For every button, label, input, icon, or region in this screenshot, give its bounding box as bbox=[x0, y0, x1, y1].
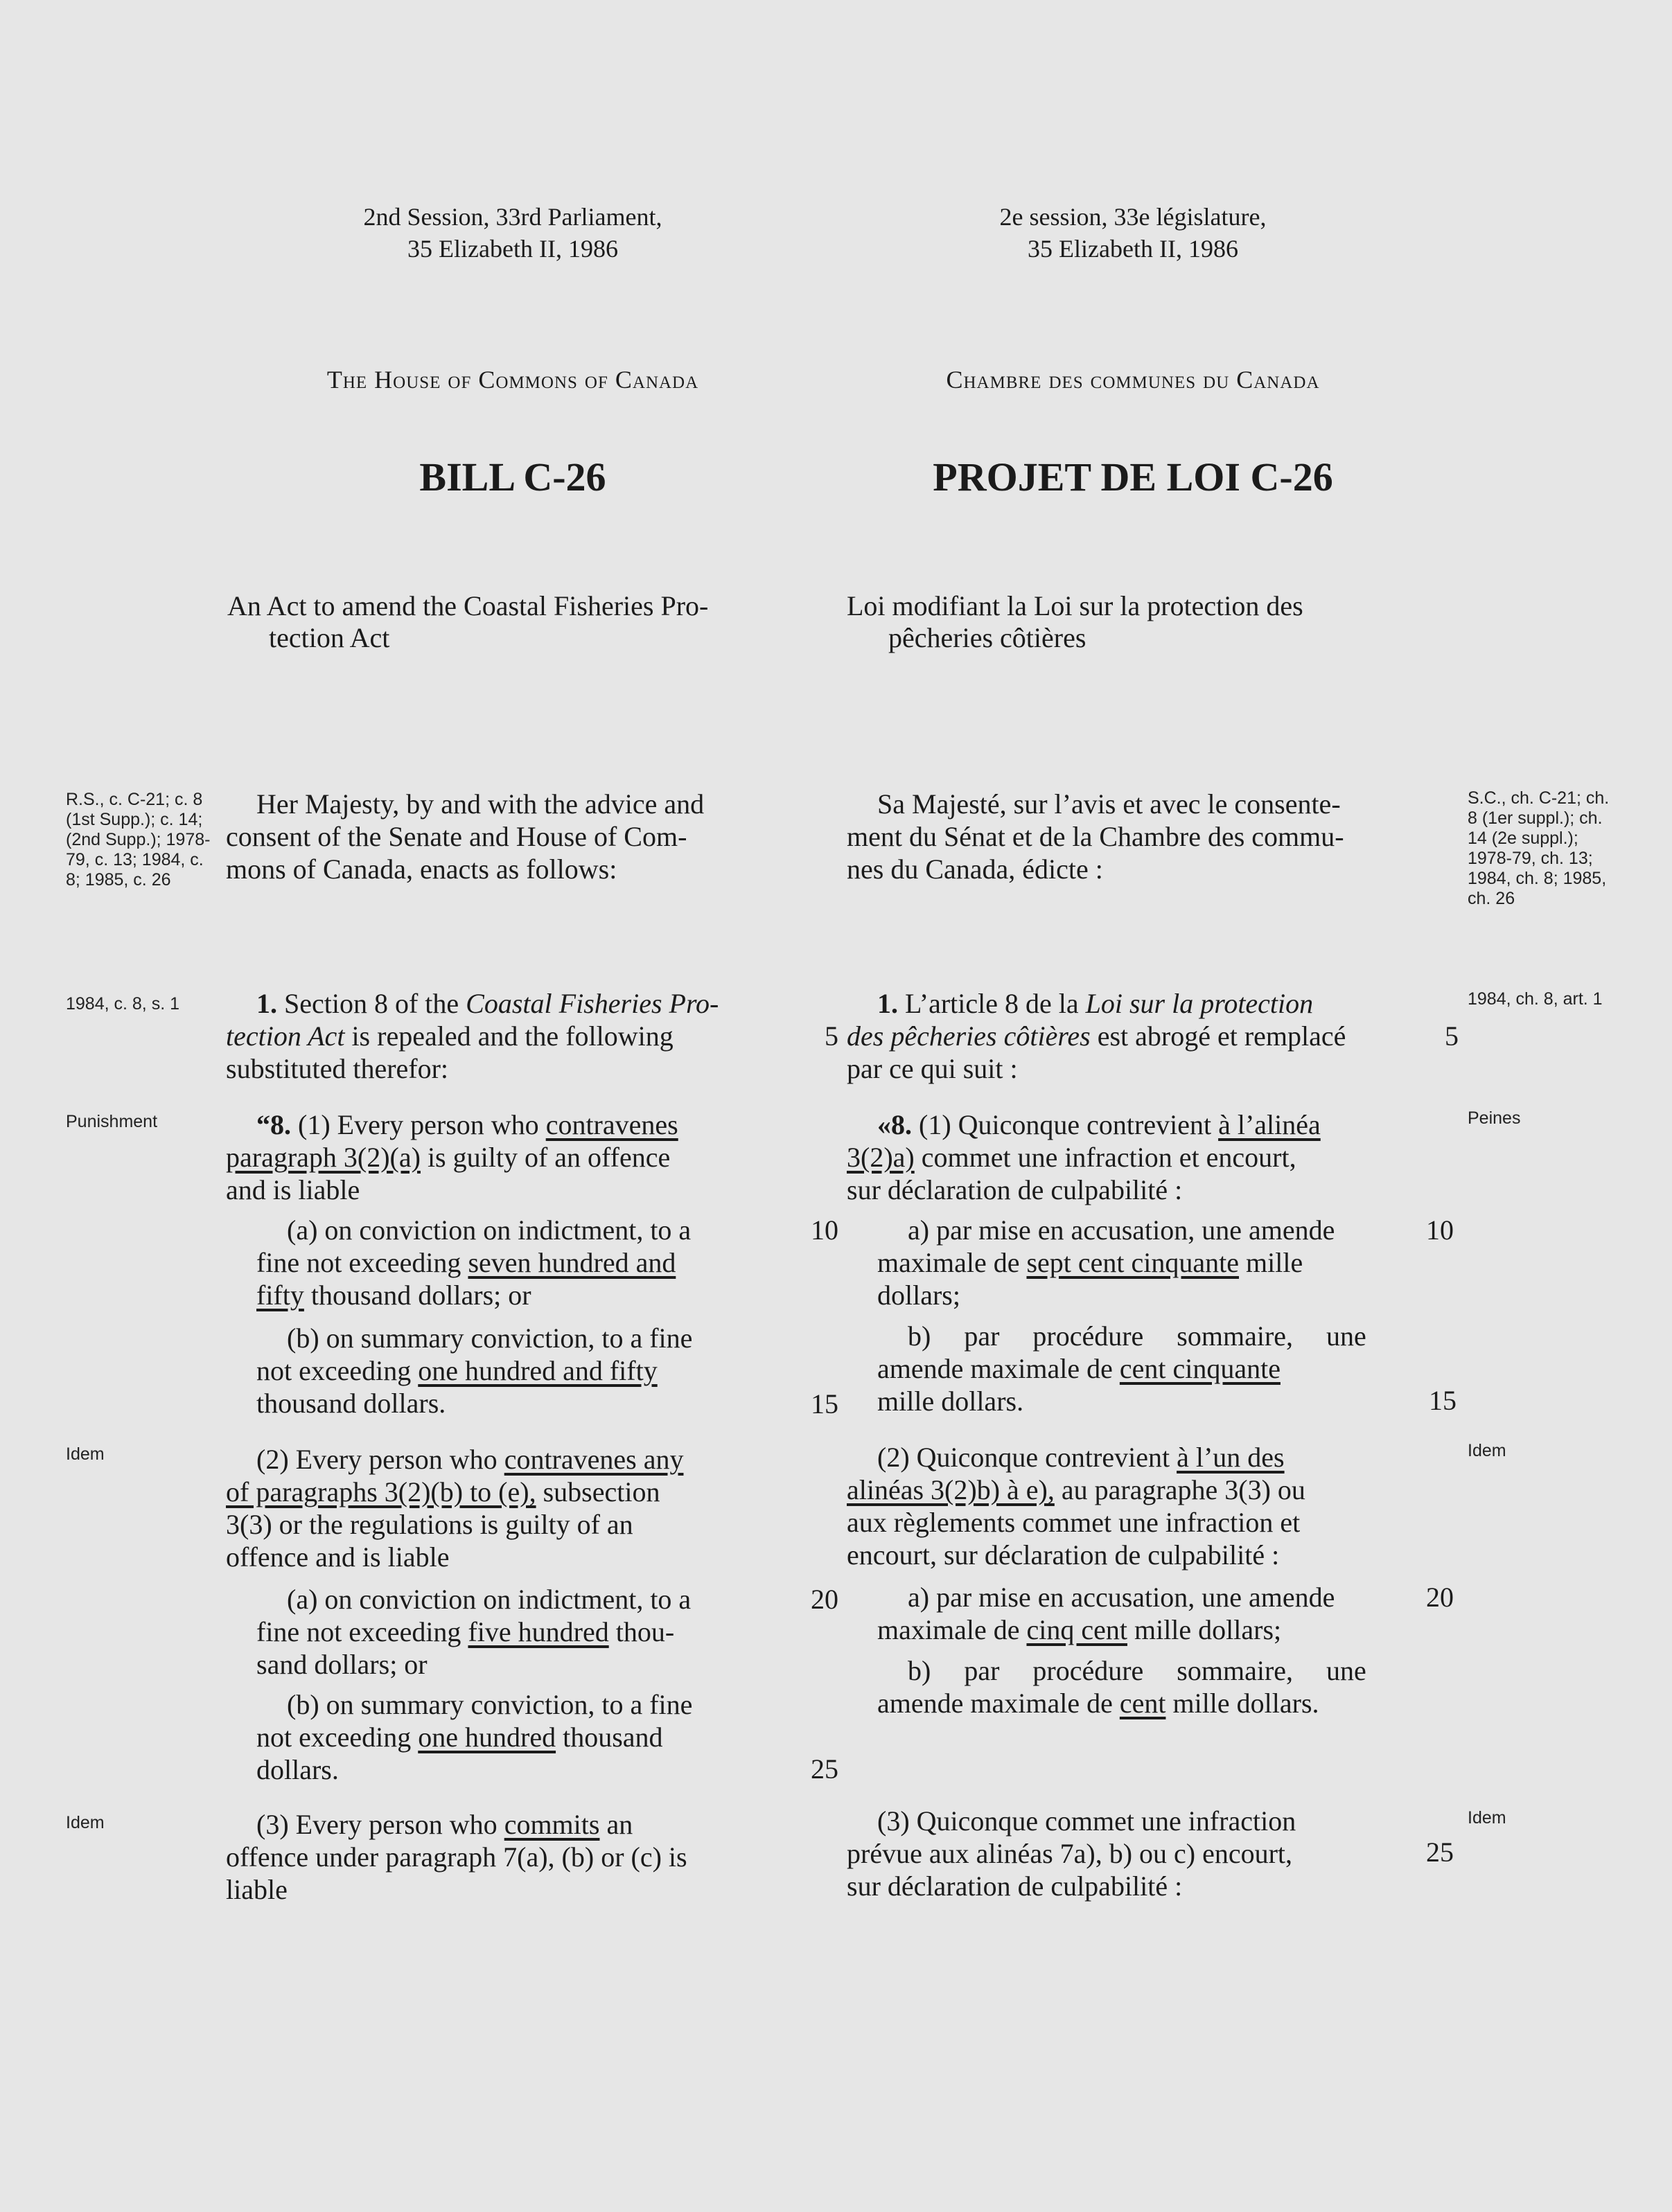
fr-b1-line1: b) par procédure sommaire, une bbox=[908, 1320, 1366, 1352]
en-b1-line3: thousand dollars. bbox=[256, 1388, 446, 1419]
left-note-s1: 1984, c. 8, s. 1 bbox=[66, 994, 179, 1014]
fr-a1-line2b: mille bbox=[1239, 1247, 1303, 1278]
en-s8-1-underline-2: paragraph 3(2)(a) bbox=[226, 1142, 421, 1173]
en-session-header bbox=[305, 201, 721, 265]
fr-session-header bbox=[925, 201, 1341, 265]
fr-house-name: Chambre des communes du Canada bbox=[946, 366, 1320, 393]
fr-s8-2-underline-1: à l’un des bbox=[1177, 1442, 1285, 1473]
fr-s8-open: «8. bbox=[877, 1109, 912, 1140]
fr-b2-line2-underline: cent bbox=[1119, 1688, 1166, 1719]
en-a1-line3b: thousand dollars; or bbox=[303, 1280, 531, 1311]
en-s8-3-d: liable bbox=[226, 1874, 288, 1905]
fr-s8-2-a: (2) Quiconque contrevient bbox=[877, 1442, 1177, 1473]
fr-enacting-clause bbox=[847, 788, 1422, 885]
en-house-name: The House of Commons of Canada bbox=[326, 366, 699, 393]
en-a2-line2b: thou- bbox=[608, 1616, 675, 1647]
fr-s1-number: 1. bbox=[877, 988, 898, 1019]
left-note-idem-1: Idem bbox=[66, 1444, 105, 1464]
line-number-25-en: 25 bbox=[811, 1753, 838, 1785]
en-s8-3-underline: commits bbox=[504, 1809, 600, 1840]
line-number-5-en: 5 bbox=[825, 1020, 838, 1052]
fr-s8-2-d: encourt, sur déclaration de culpabilité : bbox=[847, 1539, 1280, 1570]
fr-s8-1-underline-2: 3(2)a) bbox=[847, 1142, 915, 1173]
en-subsection-8-1 bbox=[226, 1108, 804, 1206]
fr-s8-2-c: aux règlements commet une infraction et bbox=[847, 1507, 1301, 1538]
en-s1-number: 1. bbox=[256, 988, 277, 1019]
fr-para-2b bbox=[877, 1654, 1422, 1719]
fr-enacting-line3: nes du Canada, édicte : bbox=[847, 853, 1103, 885]
en-a2-line2a: fine not exceeding bbox=[256, 1616, 468, 1647]
fr-enacting-line2: ment du Sénat et de la Chambre des commu- bbox=[847, 821, 1344, 852]
fr-s8-1-c: sur déclaration de culpabilité : bbox=[847, 1174, 1183, 1205]
line-number-10-fr: 10 bbox=[1426, 1214, 1454, 1246]
fr-b1-line2-underline: cent cinquante bbox=[1119, 1353, 1281, 1384]
fr-enacting-line1: Sa Majesté, sur l’avis et avec le consente- bbox=[877, 788, 1341, 820]
fr-a1-line2a: maximale de bbox=[877, 1247, 1027, 1278]
fr-a2-line2b: mille dollars; bbox=[1127, 1614, 1282, 1645]
right-note-idem-1: Idem bbox=[1468, 1441, 1506, 1460]
line-number-20-en: 20 bbox=[811, 1584, 838, 1615]
en-s8-2-underline-1: contravenes any bbox=[504, 1444, 684, 1475]
fr-para-1b bbox=[877, 1320, 1422, 1417]
line-number-10-en: 10 bbox=[811, 1214, 838, 1246]
line-number-25-fr: 25 bbox=[1426, 1837, 1454, 1868]
en-b1-line2-underline: one hundred and fifty bbox=[418, 1355, 658, 1386]
en-b2-line2-underline: one hundred bbox=[418, 1722, 556, 1753]
fr-subsection-8-2 bbox=[847, 1441, 1422, 1571]
en-para-1a bbox=[256, 1214, 804, 1311]
fr-s8-2-b: au paragraphe 3(3) ou bbox=[1054, 1474, 1305, 1505]
en-b2-line3: dollars. bbox=[256, 1754, 339, 1785]
en-s8-2-underline-2: of paragraphs 3(2)(b) to (e), bbox=[226, 1476, 536, 1507]
left-note-idem-2: Idem bbox=[66, 1813, 105, 1832]
right-note-enacting: S.C., ch. C-21; ch. 8 (1er suppl.); ch. 14 (2e suppl.); 1978-79, ch. 13; 1984, ch. 8; 1985, ch. 26 bbox=[1468, 788, 1610, 908]
en-b1-line2a: not exceeding bbox=[256, 1355, 419, 1386]
fr-a1-line1: a) par mise en accusation, une amende bbox=[908, 1214, 1335, 1246]
en-enacting-clause bbox=[226, 788, 804, 885]
en-session-line1: 2nd Session, 33rd Parliament, bbox=[363, 203, 662, 231]
en-a1-line1: (a) on conviction on indictment, to a bbox=[287, 1214, 692, 1246]
line-number-20-fr: 20 bbox=[1426, 1582, 1454, 1613]
fr-long-title-line2: pêcheries côtières bbox=[888, 622, 1086, 653]
en-para-2a bbox=[256, 1583, 804, 1681]
fr-session-line2: 35 Elizabeth II, 1986 bbox=[1028, 235, 1238, 263]
en-enacting-line2: consent of the Senate and House of Com- bbox=[226, 821, 687, 852]
en-s8-3-a: (3) Every person who bbox=[256, 1809, 504, 1840]
en-enacting-line3: mons of Canada, enacts as follows: bbox=[226, 853, 617, 885]
en-s8-1-c: and is liable bbox=[226, 1174, 360, 1205]
fr-subsection-8-3 bbox=[847, 1805, 1422, 1902]
fr-s1-act-2: des pêcheries côtières bbox=[847, 1020, 1091, 1052]
en-s8-3-c: offence under paragraph 7(a), (b) or (c) is bbox=[226, 1841, 687, 1873]
fr-s8-1-underline-1: à l’alinéa bbox=[1218, 1109, 1321, 1140]
en-enacting-line1: Her Majesty, by and with the advice and bbox=[256, 788, 705, 820]
en-bill-number: BILL C-26 bbox=[419, 454, 606, 499]
fr-s8-3-c: sur déclaration de culpabilité : bbox=[847, 1870, 1183, 1902]
fr-s8-1-a: (1) Quiconque contrevient bbox=[912, 1109, 1219, 1140]
fr-a2-line1: a) par mise en accusation, une amende bbox=[908, 1582, 1335, 1613]
fr-subsection-8-1 bbox=[847, 1108, 1422, 1206]
fr-section-1 bbox=[847, 987, 1422, 1085]
fr-s8-3-b: prévue aux alinéas 7a), b) ou c) encourt, bbox=[847, 1838, 1293, 1869]
fr-s8-2-underline-2: alinéas 3(2)b) à e), bbox=[847, 1474, 1055, 1505]
en-s1-text-b: is repealed and the following bbox=[344, 1020, 674, 1052]
en-b2-line2a: not exceeding bbox=[256, 1722, 419, 1753]
en-a2-line3: sand dollars; or bbox=[256, 1649, 428, 1680]
fr-s1-text-c: par ce qui suit : bbox=[847, 1053, 1018, 1084]
en-para-2b bbox=[256, 1688, 804, 1786]
line-number-5-fr: 5 bbox=[1445, 1020, 1459, 1052]
fr-s1-text-a: L’article 8 de la bbox=[898, 988, 1086, 1019]
fr-s8-1-b: commet une infraction et encourt, bbox=[914, 1142, 1296, 1173]
left-note-punishment: Punishment bbox=[66, 1112, 158, 1131]
fr-para-2a bbox=[877, 1581, 1422, 1646]
en-b1-line1: (b) on summary conviction, to a fine bbox=[287, 1322, 693, 1354]
en-s8-1-b: is guilty of an offence bbox=[420, 1142, 671, 1173]
en-long-title-line1: An Act to amend the Coastal Fisheries Pro- bbox=[227, 590, 709, 621]
en-s1-text-c: substituted therefor: bbox=[226, 1053, 449, 1084]
en-s8-1-underline-1: contravenes bbox=[545, 1109, 678, 1140]
en-a1-line3-underline: fifty bbox=[256, 1280, 304, 1311]
en-s8-2-b: subsection bbox=[536, 1476, 660, 1507]
fr-long-title-line1: Loi modifiant la Loi sur la protection des bbox=[847, 590, 1303, 621]
en-s8-2-d: offence and is liable bbox=[226, 1541, 450, 1573]
en-b2-line1: (b) on summary conviction, to a fine bbox=[287, 1689, 693, 1720]
fr-session-line1: 2e session, 33e législature, bbox=[999, 203, 1267, 231]
fr-a1-line2-underline: sept cent cinquante bbox=[1026, 1247, 1240, 1278]
en-para-1b bbox=[256, 1322, 804, 1419]
fr-b2-line2a: amende maximale de bbox=[877, 1688, 1120, 1719]
en-s8-1-a: (1) Every person who bbox=[291, 1109, 546, 1140]
en-s8-2-c: 3(3) or the regulations is guilty of an bbox=[226, 1509, 633, 1540]
fr-para-1a bbox=[877, 1214, 1422, 1311]
en-a1-line2a: fine not exceeding bbox=[256, 1247, 468, 1278]
fr-a2-line2a: maximale de bbox=[877, 1614, 1027, 1645]
fr-s1-text-b: est abrogé et remplacé bbox=[1090, 1020, 1346, 1052]
fr-b2-line1: b) par procédure sommaire, une bbox=[908, 1655, 1366, 1686]
en-long-title-line2: tection Act bbox=[269, 622, 390, 653]
fr-s1-act-1: Loi sur la protection bbox=[1085, 988, 1314, 1019]
fr-a1-line3: dollars; bbox=[877, 1280, 960, 1311]
right-note-idem-2: Idem bbox=[1468, 1808, 1506, 1828]
en-s1-act-1: Coastal Fisheries Pro- bbox=[466, 988, 719, 1019]
en-subsection-8-3 bbox=[226, 1808, 804, 1906]
right-note-punishment: Peines bbox=[1468, 1108, 1521, 1128]
en-session-line2: 35 Elizabeth II, 1986 bbox=[407, 235, 618, 263]
fr-b2-line2b: mille dollars. bbox=[1165, 1688, 1319, 1719]
fr-b1-line2a: amende maximale de bbox=[877, 1353, 1120, 1384]
fr-a2-line2-underline: cinq cent bbox=[1026, 1614, 1127, 1645]
fr-long-title bbox=[847, 590, 1429, 654]
right-note-s1: 1984, ch. 8, art. 1 bbox=[1468, 989, 1603, 1009]
en-subsection-8-2 bbox=[226, 1443, 804, 1573]
line-number-15-en: 15 bbox=[811, 1388, 838, 1419]
fr-s8-3-a: (3) Quiconque commet une infraction bbox=[877, 1805, 1296, 1837]
fr-b1-line3: mille dollars. bbox=[877, 1386, 1024, 1417]
en-a1-line2-underline: seven hundred and bbox=[468, 1247, 676, 1278]
en-s8-2-a: (2) Every person who bbox=[256, 1444, 504, 1475]
en-s1-text-a: Section 8 of the bbox=[277, 988, 466, 1019]
en-section-1 bbox=[226, 987, 804, 1085]
en-long-title bbox=[227, 590, 809, 654]
fr-bill-number: PROJET DE LOI C-26 bbox=[933, 454, 1333, 499]
en-a2-line1: (a) on conviction on indictment, to a bbox=[287, 1584, 692, 1615]
en-a2-line2-underline: five hundred bbox=[468, 1616, 609, 1647]
en-s1-act-2: tection Act bbox=[226, 1020, 345, 1052]
left-note-enacting: R.S., c. C-21; c. 8 (1st Supp.); c. 14; (2nd Supp.); 1978-79, c. 13; 1984, c. 8; 1985, c. 26 bbox=[66, 790, 211, 890]
en-s8-3-b: an bbox=[599, 1809, 633, 1840]
line-number-15-fr: 15 bbox=[1429, 1385, 1457, 1416]
en-s8-open: “8. bbox=[256, 1109, 291, 1140]
en-b2-line2b: thousand bbox=[556, 1722, 663, 1753]
